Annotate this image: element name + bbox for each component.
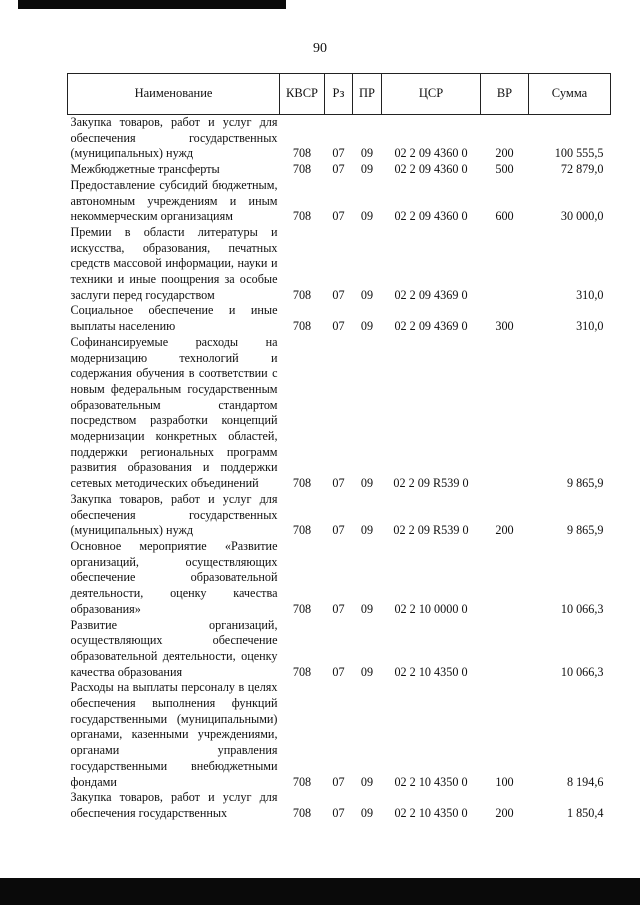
scan-edge-top	[18, 0, 286, 9]
row-pr: 09	[360, 664, 374, 679]
row-csr: 02 2 09 4360 0	[394, 162, 468, 177]
row-csr: 02 2 10 0000 0	[394, 601, 468, 616]
row-sum: 30 000,0	[560, 209, 604, 224]
row-kvsr: 708	[292, 805, 312, 820]
row-sum: 1 850,4	[566, 805, 604, 820]
row-sum: 9 865,9	[566, 476, 604, 491]
row-name: Закупка товаров, работ и услуг для обеспечения государственных (муниципальных) нужд	[70, 115, 278, 161]
row-rz: 07	[332, 209, 345, 224]
row-csr: 02 2 09 R539 0	[393, 523, 469, 538]
row-vr: 200	[495, 523, 514, 538]
row-vr	[481, 225, 529, 304]
row-pr: 09	[360, 146, 374, 161]
header-pr: ПР	[353, 74, 382, 115]
row-vr	[481, 618, 529, 681]
header-csr: ЦСР	[382, 74, 481, 115]
row-pr: 09	[360, 287, 374, 302]
row-name: Софинансируемые расходы на модернизацию технологий и содержания обучения в соответствии с новым федеральным государственным образовательным стандартом посредством разработки концепций модернизации конкретных областей, поддержки региональных программ развития образования и поддержки сетевых методических объединений	[70, 334, 278, 491]
row-pr: 09	[360, 805, 374, 820]
table-row	[68, 162, 611, 178]
row-rz: 07	[332, 664, 345, 679]
row-kvsr: 708	[292, 146, 312, 161]
row-name: Закупка товаров, работ и услуг для обеспечения государственных (муниципальных) нужд	[70, 491, 278, 538]
table-row	[68, 115, 611, 163]
row-name: Развитие организаций, осуществляющих обеспечение образовательной деятельности, оценку качества образования	[70, 617, 278, 679]
row-name: Социальное обеспечение и иные выплаты населению	[70, 303, 278, 334]
row-sum: 310,0	[576, 287, 604, 302]
row-sum: 100 555,5	[554, 146, 604, 161]
row-rz: 07	[332, 319, 345, 334]
header-vr: ВР	[481, 74, 529, 115]
row-pr: 09	[360, 774, 374, 789]
row-kvsr: 708	[292, 162, 312, 177]
row-pr: 09	[360, 476, 374, 491]
row-rz: 07	[332, 523, 345, 538]
row-name: Межбюджетные трансферты	[70, 162, 220, 177]
row-name: Основное мероприятие «Развитие организаций, осуществляющих обеспечение образовательной деятельности, оценку качества образования»	[70, 538, 278, 616]
header-kvsr: КВСР	[280, 74, 325, 115]
row-kvsr: 708	[292, 523, 312, 538]
row-sum: 10 066,3	[560, 601, 604, 616]
row-csr: 02 2 10 4350 0	[394, 805, 468, 820]
table-row	[68, 618, 611, 681]
header-name: Наименование	[68, 74, 280, 115]
row-csr: 02 2 09 4369 0	[394, 319, 468, 334]
row-pr: 09	[360, 601, 374, 616]
row-kvsr: 708	[292, 476, 312, 491]
row-rz: 07	[332, 146, 345, 161]
row-kvsr: 708	[292, 664, 312, 679]
row-csr: 02 2 10 4350 0	[394, 774, 468, 789]
table-row	[68, 335, 611, 492]
table-header-row	[68, 74, 611, 115]
row-sum: 72 879,0	[560, 162, 604, 177]
row-vr: 300	[495, 319, 514, 334]
row-pr: 09	[360, 162, 374, 177]
row-name: Расходы на выплаты персоналу в целях обеспечения выполнения функций государственными (муниципальными) органами, казенными учреждениями, органами управления государственными внебюджетными фондами	[70, 680, 278, 789]
header-sum: Сумма	[529, 74, 611, 115]
row-name: Закупка товаров, работ и услуг для обеспечения государственных	[70, 790, 278, 820]
page-number: 90	[313, 41, 327, 56]
budget-table	[67, 73, 611, 822]
table-row	[68, 492, 611, 539]
row-vr	[481, 539, 529, 618]
row-vr	[481, 335, 529, 492]
row-kvsr: 708	[292, 287, 312, 302]
row-csr: 02 2 09 4369 0	[394, 287, 468, 302]
row-sum: 8 194,6	[566, 774, 604, 789]
row-rz: 07	[332, 601, 345, 616]
row-csr: 02 2 09 4360 0	[394, 209, 468, 224]
table-row	[68, 539, 611, 618]
row-rz: 07	[332, 476, 345, 491]
row-csr: 02 2 09 4360 0	[394, 146, 468, 161]
row-kvsr: 708	[292, 601, 312, 616]
header-rz: Рз	[325, 74, 353, 115]
row-name: Премии в области литературы и искусства, образования, печатных средств массовой информации, науки и техники и иные поощрения за особые заслуги перед государством	[70, 224, 278, 302]
row-kvsr: 708	[292, 774, 312, 789]
table-row	[68, 680, 611, 790]
row-name: Предоставление субсидий бюджетным, автономным учреждениям и иным некоммерческим организациям	[70, 177, 278, 224]
row-kvsr: 708	[292, 209, 312, 224]
scan-edge-bottom	[0, 878, 640, 905]
row-sum: 9 865,9	[566, 523, 604, 538]
row-rz: 07	[332, 805, 345, 820]
row-sum: 10 066,3	[560, 664, 604, 679]
row-csr: 02 2 09 R539 0	[393, 476, 469, 491]
table-row	[68, 303, 611, 334]
row-sum: 310,0	[576, 319, 604, 334]
row-pr: 09	[360, 523, 374, 538]
row-rz: 07	[332, 287, 345, 302]
row-rz: 07	[332, 774, 345, 789]
row-vr: 600	[495, 209, 514, 224]
row-vr: 200	[495, 146, 514, 161]
row-pr: 09	[360, 209, 374, 224]
table-row	[68, 790, 611, 821]
table-row	[68, 178, 611, 225]
row-kvsr: 708	[292, 319, 312, 334]
row-vr: 500	[495, 162, 514, 177]
table-row	[68, 225, 611, 304]
row-pr: 09	[360, 319, 374, 334]
row-csr: 02 2 10 4350 0	[394, 664, 468, 679]
row-vr: 100	[495, 774, 514, 789]
row-rz: 07	[332, 162, 345, 177]
row-vr: 200	[495, 805, 514, 820]
